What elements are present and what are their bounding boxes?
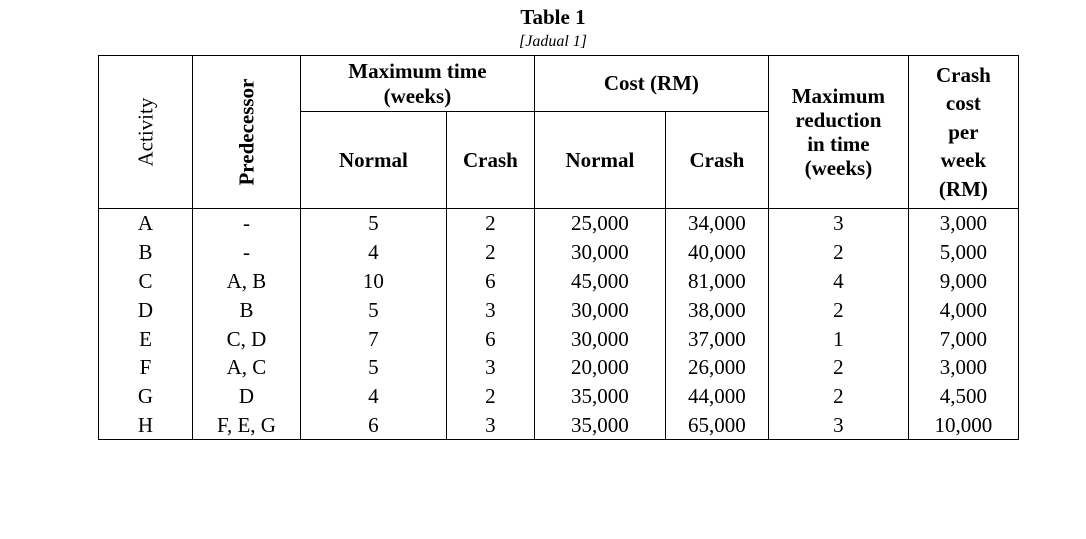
header-normal-cost: Normal xyxy=(534,112,665,209)
cell-crash-cost: 44,000 xyxy=(665,382,768,411)
cell-normal-time: 4 xyxy=(300,238,446,267)
table-row xyxy=(99,295,1019,324)
cell-normal-cost: 25,000 xyxy=(534,209,665,238)
cell-crash-cost-per-week: 4,000 xyxy=(908,295,1018,324)
cell-normal-cost: 30,000 xyxy=(534,324,665,353)
header-activity xyxy=(99,56,193,209)
cell-predecessor: F, E, G xyxy=(193,411,301,440)
cell-max-reduction: 2 xyxy=(768,295,908,324)
table-subtitle: [Jadual 1] xyxy=(519,33,587,50)
table-row xyxy=(99,353,1019,382)
cell-max-reduction: 3 xyxy=(768,209,908,238)
cell-predecessor: C, D xyxy=(193,324,301,353)
cell-crash-cost: 38,000 xyxy=(665,295,768,324)
cell-crash-time: 3 xyxy=(446,411,534,440)
cell-activity: B xyxy=(99,238,193,267)
table-row xyxy=(99,238,1019,267)
cell-normal-time: 5 xyxy=(300,295,446,324)
cell-crash-time: 2 xyxy=(446,209,534,238)
cell-normal-cost: 20,000 xyxy=(534,353,665,382)
cell-predecessor: - xyxy=(193,238,301,267)
cell-max-reduction: 4 xyxy=(768,267,908,296)
cell-crash-cost-per-week: 7,000 xyxy=(908,324,1018,353)
cell-crash-time: 2 xyxy=(446,382,534,411)
cell-crash-time: 6 xyxy=(446,324,534,353)
cell-normal-cost: 30,000 xyxy=(534,238,665,267)
cell-crash-cost: 81,000 xyxy=(665,267,768,296)
cell-crash-cost: 26,000 xyxy=(665,353,768,382)
cell-crash-cost: 40,000 xyxy=(665,238,768,267)
cell-predecessor: A, C xyxy=(193,353,301,382)
cell-max-reduction: 3 xyxy=(768,411,908,440)
cell-max-reduction: 1 xyxy=(768,324,908,353)
header-crash-cost-per-week: Crash cost per week (RM) xyxy=(908,56,1018,209)
cell-crash-cost: 65,000 xyxy=(665,411,768,440)
cell-crash-cost: 37,000 xyxy=(665,324,768,353)
header-predecessor-label: Predecessor xyxy=(234,78,259,186)
header-normal-time: Normal xyxy=(300,112,446,209)
header-cost: Cost (RM) xyxy=(534,56,768,112)
header-max-reduction: Maximum reduction in time (weeks) xyxy=(768,56,908,209)
cell-activity: H xyxy=(99,411,193,440)
cell-normal-time: 10 xyxy=(300,267,446,296)
cell-predecessor: A, B xyxy=(193,267,301,296)
cell-max-reduction: 2 xyxy=(768,353,908,382)
cell-predecessor: - xyxy=(193,209,301,238)
table-row xyxy=(99,411,1019,440)
cell-max-reduction: 2 xyxy=(768,382,908,411)
cell-normal-cost: 35,000 xyxy=(534,411,665,440)
cell-activity: C xyxy=(99,267,193,296)
cell-crash-cost-per-week: 10,000 xyxy=(908,411,1018,440)
cell-predecessor: B xyxy=(193,295,301,324)
header-max-time: Maximum time (weeks) xyxy=(300,56,534,112)
header-predecessor xyxy=(193,56,301,209)
header-crash-time: Crash xyxy=(446,112,534,209)
cell-normal-time: 6 xyxy=(300,411,446,440)
table-row xyxy=(99,267,1019,296)
cell-crash-time: 2 xyxy=(446,238,534,267)
cell-predecessor: D xyxy=(193,382,301,411)
cell-crash-cost: 34,000 xyxy=(665,209,768,238)
cell-normal-time: 4 xyxy=(300,382,446,411)
cell-normal-cost: 30,000 xyxy=(534,295,665,324)
cell-activity: D xyxy=(99,295,193,324)
table-title: Table 1 xyxy=(520,5,586,29)
cell-crash-cost-per-week: 4,500 xyxy=(908,382,1018,411)
cell-crash-time: 3 xyxy=(446,295,534,324)
header-crash-cost: Crash xyxy=(665,112,768,209)
cell-activity: F xyxy=(99,353,193,382)
header-activity-label: Activity xyxy=(133,97,158,167)
cell-crash-cost-per-week: 3,000 xyxy=(908,209,1018,238)
cell-crash-time: 6 xyxy=(446,267,534,296)
cell-crash-cost-per-week: 9,000 xyxy=(908,267,1018,296)
cell-normal-time: 5 xyxy=(300,209,446,238)
cell-normal-cost: 45,000 xyxy=(534,267,665,296)
cell-normal-time: 7 xyxy=(300,324,446,353)
cell-normal-cost: 35,000 xyxy=(534,382,665,411)
cell-activity: G xyxy=(99,382,193,411)
crashing-table xyxy=(98,55,1019,440)
table-row xyxy=(99,324,1019,353)
table-row xyxy=(99,382,1019,411)
cell-activity: E xyxy=(99,324,193,353)
cell-crash-cost-per-week: 3,000 xyxy=(908,353,1018,382)
cell-activity: A xyxy=(99,209,193,238)
cell-normal-time: 5 xyxy=(300,353,446,382)
cell-max-reduction: 2 xyxy=(768,238,908,267)
cell-crash-cost-per-week: 5,000 xyxy=(908,238,1018,267)
table-row xyxy=(99,209,1019,238)
cell-crash-time: 3 xyxy=(446,353,534,382)
